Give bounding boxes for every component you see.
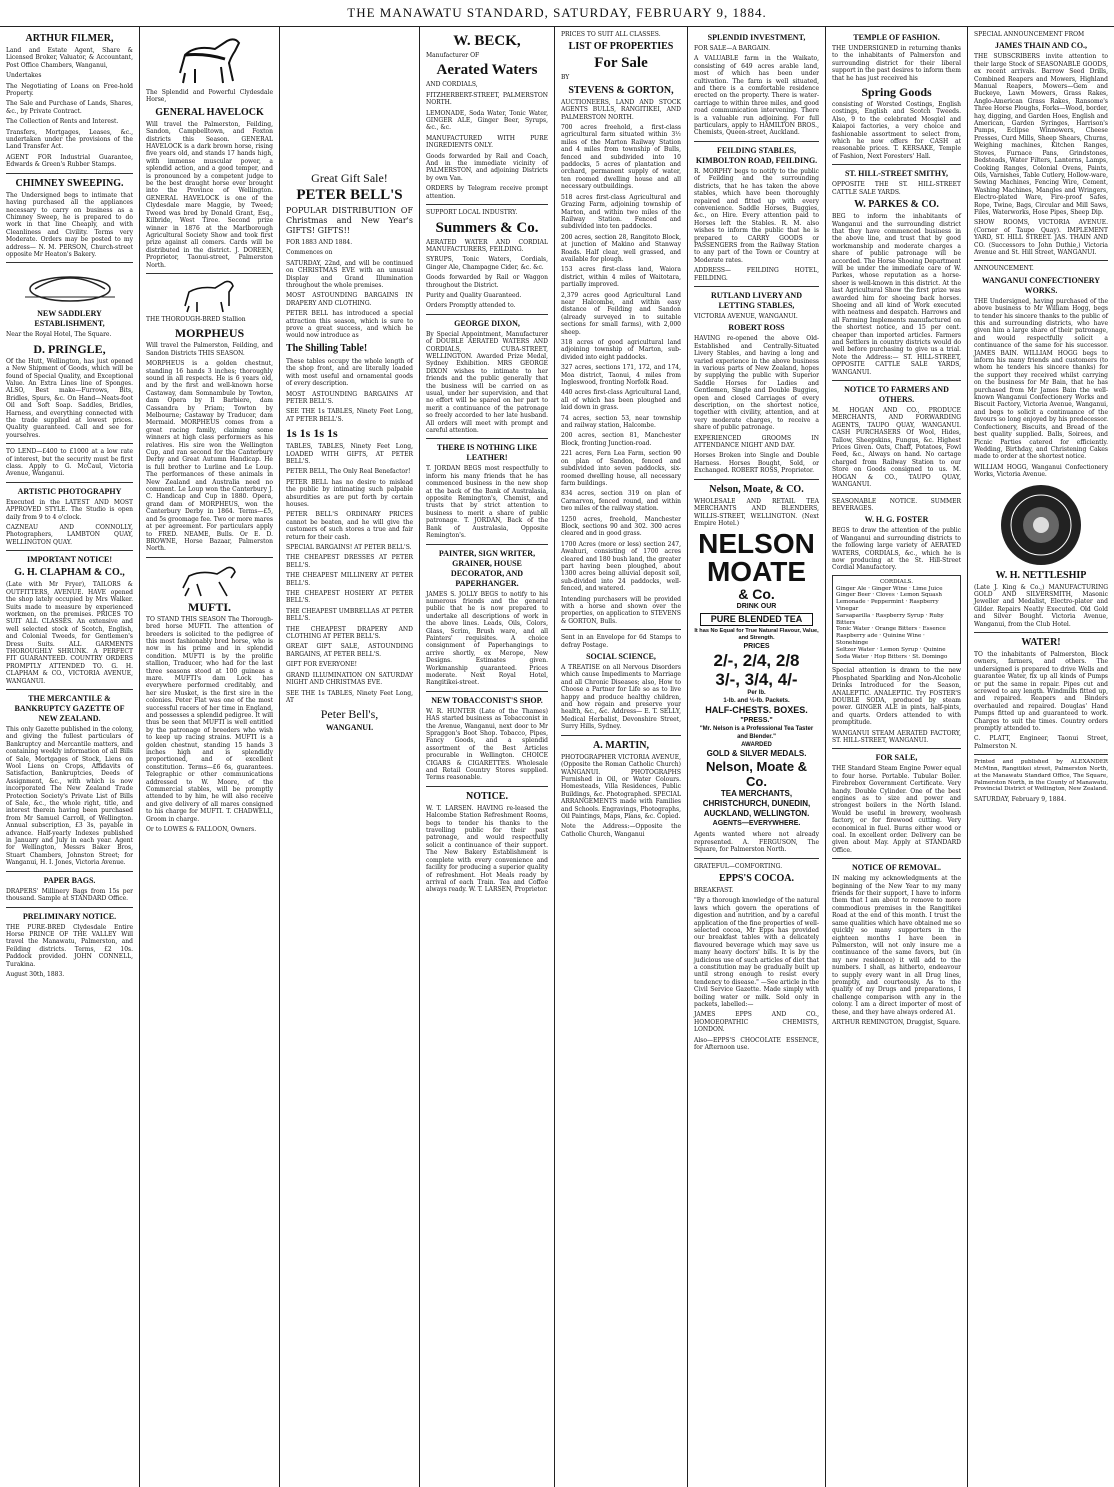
cordials-row: Lemonade · Peppermint · Raspberry Vinegar — [836, 599, 939, 612]
foster-text-2: Special attention is drawn to the new Phosphated Sparkling and Non-Alcoholic Drinks Introduced for the Season, ANALEPTIC. ANALEPTIC. Try FOSTER'S DOUBLE SODA, produced by steam power. GINGER ALE in pints, half-pints, and quarts. Orders attended to with promptitude. — [832, 667, 961, 727]
notice-heading: IMPORTANT NOTICE! — [27, 555, 112, 565]
removal-footer: ARTHUR REMINGTON, Druggist, Square. — [832, 1018, 961, 1026]
splendid-text: A VALUABLE farm in the Waikato, consisting of 649 acres arable land, most of which has been under cultivation. The farm is well situated, and there is a comfortable residence erected on the property. There is water-carriage to within three miles, and good road communication intervening. There is a valuable run adjoining. For full particulars, apply to HAMILTON BROS., Chemists, Queen-street, Auckland. — [694, 55, 819, 137]
thain-heading: JAMES THAIN AND CO., — [994, 41, 1088, 51]
masthead: THE MANAWATU STANDARD, SATURDAY, FEBRUARY 9, 1884. — [0, 0, 1114, 27]
water-heading: WATER! — [1021, 636, 1061, 648]
bell-line: PETER BELL has no desire to mislead the public by intimating such palpable absurdities as are put forth by certain houses. — [286, 478, 413, 508]
fashion-heading: TEMPLE OF FASHION. — [853, 33, 940, 42]
forsale-heading: FOR SALE, — [875, 753, 918, 763]
epps-name: JAMES EPPS AND CO., HOMOEOPATHIC CHEMISTS, LONDON. — [694, 1011, 819, 1034]
list-firm-subtitle: AUCTIONEERS, LAND AND STOCK AGENTS BULLS, RANGITIKEI, AND PALMERSTON NORTH. — [561, 98, 681, 121]
foster-intro: SEASONABLE NOTICE. SUMMER BEVERAGES. — [832, 497, 961, 512]
column-2 — [140, 27, 280, 1487]
photo-text: Executed in the LATEST AND MOST APPROVED STYLE. The Studio is open daily from 9 to 4 o'clock. — [6, 498, 133, 521]
column-7 — [826, 27, 968, 1487]
column-5 — [555, 27, 688, 1487]
nettle-text: (Late J. King & Co.,) MANUFACTURING GOLD AND SILVERSMITH, Masonic Jeweller and Medalist, Electro-plater and Gilder. Repairs Neatly Executed. Old Gold and Silver Bought. Victoria Avenue, Wanganui, from the Club Hotel. — [974, 583, 1108, 628]
divider — [561, 735, 681, 736]
nm-heading: Nelson, Moate, & CO. — [709, 483, 804, 495]
beck-line: AND CORDIALS, — [426, 81, 478, 89]
leather-heading: THERE IS NOTHING LIKE LEATHER! — [436, 443, 538, 463]
property-item: 834 acres, section 319 on plan of Carnarvon, fenced round, and within two miles of the railway station. — [561, 490, 681, 513]
bell-line: FOR 1883 AND 1884. — [286, 239, 353, 246]
bell-line: THE CHEAPEST HOSIERY AT PETER BELL'S. — [286, 590, 413, 605]
beck-big: Aerated Waters — [436, 62, 538, 79]
hogg-intro: ANNOUNCEMENT. — [974, 265, 1034, 273]
epps-subtitle: BREAKFAST. — [694, 886, 734, 894]
divider — [974, 632, 1108, 633]
divider — [832, 380, 961, 381]
forsale-text: THE Standard Steam Engine Power equal to four horse. Portable. Tubular Boiler. Firebrebox Government Certificate. Very handy. Double Cylinder. One of the best engines as to size and power and strongest boilers in the North Island. Would be useful in brewery, woolwash factory, or for firewood cutting. Very economical in fuel. Burns either wood or coal. In excellent order. Delivery can be given about May. Apply at STANDARD Office. — [832, 765, 961, 854]
thain-footer: SHOW ROOMS, VICTORIA AVENUE. (Corner of Taupo Quay). IMPLEMENT YARD, ST. HILL STREET. JAS. THAIN AND CO. (Successors to John Duthie,) Victoria Avenue and St. Hill Street, WANGANUI. — [974, 219, 1108, 256]
thoroughbred-horse-icon — [175, 278, 245, 314]
epps-footer: Also—EPPS'S CHOCOLATE ESSENCE, for Afternoon use. — [694, 1036, 819, 1052]
nm-press: "PRESS." — [740, 717, 773, 725]
jolly-heading: PAINTER, SIGN WRITER, GRAINER, HOUSE DECORATOR, AND PAPERHANGER. — [438, 548, 536, 588]
divider — [426, 204, 548, 205]
beck-subtitle: Manufacturer OF — [426, 52, 480, 59]
beck-line: LEMONADE, Soda Water, Tonic Water, GINGER ALE, Ginger Beer, Syrups, &c., &c. — [426, 109, 548, 132]
martin-text: PHOTOGRAPHER VICTORIA AVENUE, (Opposite the Roman Catholic Church) WANGANUI. PHOTOGRAPHS Furnished in Oil, or Water Colours. Homesteads, Villa Residences, Public Buildings, &c. Photographed. SPECIAL ARRANGEMENTS made with Families and Schools. Engravings, Photographs, Oil Paintings, Maps, Plans, &c. Copied. — [561, 753, 681, 820]
bell-line: SEE THE 1s TABLES, Ninety Feet Long, AT — [286, 689, 413, 704]
divider — [974, 260, 1108, 261]
bell-line: These tables occupy the whole length of the shop front, and are literally loaded with most useful and ornamental goods of every description. — [286, 357, 413, 388]
nm-agents: AGENTS—EVERYWHERE. — [712, 820, 801, 828]
gazette-text: This only Gazette published in the colony, and giving the fullest particulars of Bankruptcy and Mercantile matters, and containing weekly information of all Bills of Sale, Mortgages of Stock, Liens on Wool Liens on Crops, Affidavits of Satisfaction, Bankruptcies, Deeds of Assignment, &c., with which is now incorporated The New Zealand Trade Protection Society's Private List of Bills of Sale, &c., the whole right, title, and interest therein having been purchased from Mr Samuel Carroll, of Wellington. Annual subscription, £3 3s, payable in advance. Half-yearly Indexes published in January and July in each year. Agent for Wellington, Messrs Baker Bros, Stuart Chambers, Johnston Street; for Wanganui, H. I. Jones, Victoria Avenue. — [6, 725, 133, 867]
larsen-heading: NOTICE. — [466, 790, 508, 802]
divider — [426, 544, 548, 545]
property-item: 440 acres first-class Agricultural Land, all of which has been ploughed and laid down in grass. — [561, 389, 681, 412]
nm-per-lb: Per lb. — [747, 690, 766, 697]
ross-footer: Horses Broken into Single and Double Harness. Horses Bought, Sold, or Exchanged. ROBERT ROSS, Proprietor. — [694, 452, 819, 475]
nm-equal: It has No Equal for True Natural Flavour, Value, and Strength. — [694, 628, 819, 642]
thain-text: THE SUBSCRIBERS invite attention to their large Stock of SEASONABLE GOODS, ex recent arrivals. Barrow Seed Drills, Combined Reapers and Mowers, Highland Manual Reapers, Mowers—Gem and Buckeye, Lawn Mowers, Grass Rakes, Anglo-American Grass Rakes, Ransome's Three Horse Ploughs, Forks—Wood, border, hay, digging, and Garden Hoes, English and American, Garden Syringes, Harrison's Pumps, Eclipse Winnowers, Cheese Presses, Curd Mills, Sheep Shears, Churns, Weighing machines, Kitchen Ranges, Stoves, Furnace Pans, Grindstones, Bedsteads, Water Filters, Lanterns, Lamps, Cooking Ranges, Colonial Ovens, Paints, Oils, Varnishes, Table Cutlery, Hollow-ware, Sewing Machines, Fencing Wire, Cement, Washing Machines, Mangles and Wringers, Electro-plated Ware, Fire-proof Safes, Rope, Twine, Bags, Circular and Mill Saws, Files, Waterworks, Hose Pipes, Sheep Dip. — [974, 53, 1108, 216]
bell-line: Commences on — [286, 249, 333, 257]
list-firm: STEVENS & GORTON, — [568, 84, 674, 96]
mufti-heading: MUFTI. — [188, 599, 231, 614]
foster-heading: W. H. G. FOSTER — [864, 515, 929, 525]
bell-line: SPECIAL BARGAINS! AT PETER BELL'S. — [286, 544, 412, 551]
cordials-heading: CORDIALS. — [880, 578, 913, 585]
beck-line: MANUFACTURED WITH PURE INGREDIENTS ONLY. — [426, 134, 548, 150]
clapham-text: (Late with Mr Fryer), TAILORS & OUTFITTERS, AVENUE. HAVE opened the shop lately occupied by Mrs Walker. Suits made to measure by experienced workmen, on the premises. PRICES TO SUIT ALL CLASSES. An extensive and well selected stock of Scotch, English, and Colonial Tweeds, for Gentlemen's Dress Suits. ALL GARMENTS THOROUGHLY SHRUNK. A PERFECT FIT GUARANTEED. COUNTRY ORDERS PROMPTLY ATTENDED TO. G. H. CLAPHAM & CO., VICTORIA AVENUE, WANGANUI. — [6, 581, 133, 685]
hogg-footer: WILLIAM HOGG, Wanganui Confectionery Works, Victoria Avenue. — [974, 463, 1108, 479]
paper-heading: PAPER BAGS. — [43, 875, 96, 885]
kimbolton-heading: FEILDING STABLES, KIMBOLTON ROAD, FEILDING. — [695, 145, 818, 165]
bell-line: SATURDAY, 22nd, and will be continued on CHRISTMAS EVE with an unusual Display and Grand Illumination throughout the whole premises. — [286, 259, 413, 290]
morpheus-subtitle: Will travel the Palmerston, Feilding, and Sandon Districts THIS SEASON. — [146, 342, 273, 357]
nm-awarded: AWARDED — [741, 742, 772, 749]
prelim-text: THE PURE-BRED Clydesdale Entire Horse PRINCE OF THE VALLEY Will travel the Manawatu, Palmerston, and Feilding districts. Terms, £2 10s. Paddock provided. JOHN CONNELL, Turakina. — [6, 923, 133, 968]
newspaper-page — [0, 27, 1114, 1487]
divider — [974, 754, 1108, 755]
bell-line: PETER BELL, The Only Real Benefactor! — [286, 468, 411, 476]
medal-seal-icon — [998, 482, 1084, 568]
nm-medals: GOLD & SILVER MEDALS. — [706, 749, 807, 759]
kimbolton-text: R. MORPHY begs to notify to the public of Feilding and the surrounding districts, that he has taken the above stables, which have been thoroughly repaired and fitted up with every convenience. Saddle Horses, Buggies, &c., on Hire. Every attention paid to Horses left the Stables. R. M. also wishes to inform the public that he is prepared to CARRY GOODS or PASSENGERS from the Railway Station to any part of the Town or Country at Moderate rates. — [694, 167, 819, 264]
ross-text: HAVING re-opened the above Old-Established and Centrally-Situated Livery Stables, and having a long and varied experience in the above business in various parts of New Zealand, hopes by supplying the public with Superior Saddle Horses for Ladies and Gentlemen, Single and Double Buggies, open and closed Carriages of every description, on the shortest notice, together with civility, attention, and at very moderate charges, to receive a share of public patronage. — [694, 335, 819, 432]
divider — [6, 689, 133, 690]
nm-big-nelson: NELSON — [698, 528, 815, 560]
summers-line: AERATED WATER AND CORDIAL MANUFACTURERS, FEILDING. — [426, 238, 548, 253]
nm-boxes: HALF-CHESTS. BOXES. — [705, 705, 808, 716]
divider — [561, 629, 681, 630]
divider — [6, 173, 133, 174]
pringle-heading: D. PRINGLE, — [33, 341, 106, 356]
removal-text: IN making my acknowledgments at the beginning of the New Year to my many friends for their support, I have to inform them that I am about to remove to more commodious premises in the Rangitikei Road at the end of this month. I trust the same qualities which have obtained me so quickly so many supporters in the eighteen months I have been in Palmerston, will not only insure me a continuance of the same favors, but (in my new residence) it will add to the numbers. I shall, as hitherto, endeavour to supply every want in all Drug lines, promptly, and courteously. As to the quality of my Drugs and preparations, I challenge comparison with any in the colony. I am a direct importer of most of these, and they have always ordered A1. — [832, 875, 961, 1016]
divider — [832, 493, 961, 494]
filmer-line: The Collection of Rents and Interest. — [6, 118, 119, 126]
filmer-subtitle: Land and Estate Agent, Share & Licensed Broker, Valuator, & Accountant, Post Office Chambers, Wanganui, — [6, 47, 133, 69]
nm-subtitle: WHOLESALE AND RETAIL TEA MERCHANTS AND BLENDERS, WILLIS-STREET, WELLINGTON. (Next Empire Hotel.) — [694, 497, 819, 527]
saddlery-heading: NEW SADDLERY ESTABLISHMENT, — [34, 309, 105, 329]
fashion-text: THE UNDERSIGNED in returning thanks to the inhabitants of Palmerston and surrounding district for their liberal support in the past desires to inform them that he has just received his — [832, 45, 961, 82]
nm-tea-merchants: TEA MERCHANTS, — [720, 789, 793, 799]
hogan-heading: NOTICE TO FARMERS AND OTHERS. — [844, 385, 949, 405]
fashion-text-2: consisting of Worsted Costings, English costings, English and Scotch Tweeds. Also, 9 to the celebrated Mosgiel and Kaiapoi factories, a very choice and fashionable assortment to select from, which he now offers for CASH at reasonable prices. T. KERSAKE, Temple of Fashion, Next Foresters' Hall. — [832, 101, 961, 160]
property-item: 700 acres freehold, a first-class agricultural farm situated within 3½ miles of the Marton Railway Station and 4 miles from township of Bulls, fenced and subdivided into 10 paddocks, 5 acres of plantation and orchard, permanent supply of water, ten roomed dwelling house and all necessary outbuildings. — [561, 124, 681, 191]
summers-heading: Summers & Co. — [435, 219, 539, 236]
foster-footer: WANGANUI STEAM AERATED FACTORY, ST. HILL-STREET, WANGANUI. — [832, 729, 961, 744]
nm-big-co: & Co. — [738, 586, 775, 603]
livery-subtitle: VICTORIA AVENUE, WANGANUI. — [694, 312, 798, 320]
nm-prices-label: PRICES — [743, 643, 770, 651]
nm-tea: PURE BLENDED TEA — [700, 613, 813, 626]
bell-footer: Peter Bell's, — [320, 707, 379, 722]
cordials-row: Ginger Beer · Cloves · Lemon Squash — [836, 592, 942, 599]
property-item: 221 acres, Fern Lea Farm, section 90 on plan of Sandon, fenced and subdivided into seven paddocks, six-roomed dwelling house, all necessary farm buildings. — [561, 450, 681, 487]
property-item: 1700 Acres (more or less) section 247, Awahuri, consisting of 1700 acres cleared and 180 bush land, the greater part having been ploughed, about 1300 acres being alluvial deposit soil, sub-divided into 24 paddocks, well-fenced, and watered. — [561, 540, 681, 593]
nm-prices-row-1: 2/-, 2/4, 2/8 — [713, 651, 800, 671]
thain-intro: SPECIAL ANNOUNCEMENT FROM — [974, 31, 1085, 38]
havelock-text: Will travel the Palmerston, Feilding, Sandon, Campbelltown, and Foxton districts this Season. GENERAL HAVELOCK is a dark brown horse, rising five years old, and stands 17 hands high, with immense muscular power, a splendid action, and a good temper, and is pronounced by a competent judge to be the best draught horse ever brought into the Province of Wellington. GENERAL HAVELOCK is one of the Clydesdale mare Maggie, by Tweed; Tweed was bred by Donald Grant, Esq., Kilbride, West Tiree. Second prize winner in 1876 at the Marlborough Agricultural Society Show and took first prize against all comers. Cards will be distributed in the district. J. DOREEN, Proprietor, Taonui-street, Palmerston North. — [146, 120, 273, 269]
prelim-date: August 30th, 1883. — [6, 970, 65, 978]
parkes-heading: W. PARKES & CO. — [854, 199, 939, 211]
divider — [6, 871, 133, 872]
bell-town: WANGANUI. — [325, 723, 374, 733]
tobacco-text: W. R. HUNTER (Late of the Thames) HAS started business as Tobacconist in the Avenue, Wanganui, next door to Mr Spraggon's Boot Shop. Tobacco, Pipes, Fancy Goods, and a splendid assortment of the Best Articles procurable in Wellington. CHOICE CIGARS & CIGARETTES. Wholesale and Retail Country Stores supplied. Terms reasonable. — [426, 707, 548, 782]
bell-line: GREAT GIFT SALE, ASTOUNDING BARGAINS, AT PETER BELL'S. — [286, 643, 413, 658]
cordials-row: Sarsaparilla · Raspberry Syrup · Ruby Bitters — [836, 612, 944, 626]
ross-heading: ROBERT ROSS — [728, 323, 785, 333]
divider — [146, 273, 273, 274]
bell-line: THE CHEAPEST MILLINERY AT PETER BELL'S. — [286, 572, 413, 587]
bell-line: The Shilling Table! — [286, 342, 368, 354]
social-heading: SOCIAL SCIENCE, — [586, 652, 656, 662]
column-8 — [968, 27, 1114, 1487]
horse-illustration-icon — [165, 33, 255, 87]
prelim-heading: PRELIMINARY NOTICE. — [22, 911, 117, 921]
morpheus-intro: THE THOROUGH-BRED Stallion — [146, 315, 246, 323]
bell-line: PETER BELL'S ORDINARY PRICES cannot be beaten, and he will give the customers of such stores a true and fair return for their cash. — [286, 511, 413, 541]
ross-subtitle: EXPERIENCED GROOMS IN ATTENDANCE NIGHT AND DAY. — [694, 434, 819, 450]
smithy-heading: ST. HILL-STREET SMITHY, — [844, 169, 948, 179]
summers-line: Purity and Quality Guaranteed. — [426, 291, 522, 299]
divider — [6, 550, 133, 551]
imprint-date: SATURDAY, February 9, 1884. — [974, 796, 1067, 804]
hogg-text: THE Undersigned, having purchased of the above business to Mr William Hogg, begs to tender his sincere thanks to the public of this and surrounding districts, who have given him a large share of their patronage, and would respectfully solicit a continuance of the same for his successor. JAMES BAIN. WILLIAM HOGG begs to inform his many friends and customers (to whom he tenders his sincere thanks) for the support they received whilst carrying on the business for Mr Bain, that he has purchased from Mr James Bain the well-known Wanganui Confectionery Works and Biscuit Factory, Victoria Avenue, Wanganui, and begs to solicit a continuance of the favours so long enjoyed by his predecessor. Confectionery, Biscuits, and Bread of the best quality supplied. Balls, Soirees, and Picnic Parties catered for efficiently. Wedding, Birthday, and Christening Cakes made to order at the shortest notice. — [974, 297, 1108, 461]
removal-heading: NOTICE OF REMOVAL. — [851, 863, 942, 873]
beck-line: FITZHERBERT-STREET, PALMERSTON NORTH. — [426, 91, 548, 107]
list-by: BY — [561, 74, 570, 82]
larsen-text: W. T. LARSEN. HAVING re-leased the Halcombe Station Refreshment Rooms, begs to tender his thanks to the travelling public for their past patronage, and would respectfully solicit a continuance of their support. The New Bakery Establishment is complete with every convenience and facility for producing a superior quality of refreshment. Hot Meals ready by arrival of each Train. Tea and Coffee always ready. W. T. LARSEN, Proprietor. — [426, 804, 548, 894]
morpheus-heading: MORPHEUS — [174, 326, 245, 341]
racehorse-icon — [175, 562, 245, 598]
photo-heading: ARTISTIC PHOTOGRAPHY — [17, 486, 122, 496]
nm-script: Nelson, Moate & Co. — [705, 759, 808, 790]
bell-line: THE CHEAPEST DRAPERY AND CLOTHING AT PETER BELL'S. — [286, 625, 413, 641]
splendid-subtitle: FOR SALE—A BARGAIN. — [694, 45, 771, 52]
list-footer: Intending purchasers will be provided with a horse and shown over the properties, on application to STEVENS & GORTON, Bulls. — [561, 595, 681, 625]
filmer-line: AGENT FOR Industrial Guarantee, Edwards & Green's Rubber Stamps. — [6, 153, 133, 169]
filmer-list — [6, 72, 133, 168]
martin-footer: Note the Address:—Opposite the Catholic Church, Wanganui — [561, 823, 681, 838]
water-text: TO the inhabitants of Palmerston, Block owners, farmers, and others. The undersigned is prepared to drive Wells and guarantee Water, fix up all kinds of Pumps or put the same in repair. Pipes cut and screwed to any length. Windmills fitted up, and repaired. Reapers and Binders overhauled and repaired. Douglas' Hand Pumps fitted up and guaranteed to work. Charges to suit the times. Country orders promptly attended to. — [974, 650, 1108, 733]
divider — [694, 858, 819, 859]
social-text: A TREATISE on all Nervous Disorders which cause Impediments to Marriage and all Chronic Diseases; also, How to Choose a Partner for Life so as to live happy and produce healthy children, and how regain and preserve your health, &c., &c. Address— E. T. SELLY, Medical Herbalist, Devonshire Street, Surry Hills, Sydney. — [561, 664, 681, 731]
lend-text: TO LEND—£400 to £1000 at a low rate of interest, but the security must be first class. Apply to G. McCaul, Victoria Avenue, Wanganui. — [6, 448, 133, 478]
bell-line: 1s 1s 1s 1s — [286, 426, 338, 441]
saddlery-subtitle: Near the Royal Hotel, The Square. — [6, 331, 112, 339]
cordials-table — [832, 575, 961, 665]
mufti-footer: Or to LOWES & FALLOON, Owners. — [146, 826, 257, 834]
property-item: 318 acres of good agricultural land adjoining township of Marton, sub-divided into eight paddocks. — [561, 339, 681, 361]
summers-line: SYRUPS, Tonic Waters, Cordials, Ginger Ale, Champagne Cider, &c. &c. — [426, 256, 548, 271]
property-item: 153 acres first-class land, Waiora district, within 4 miles of Waitotara, partially improved. — [561, 266, 681, 289]
divider — [6, 443, 133, 444]
nm-quote: "Mr. Nelson is a Professional Tea Taster and Blender." — [699, 726, 814, 741]
water-footer: C. PLATT, Engineer, Taonui Street, Palmerston N. — [974, 735, 1108, 750]
epps-text: "By a thorough knowledge of the natural laws which govern the operations of digestion and nutrition, and by a careful application of the fine properties of well-selected cocoa, Mr Epps has provided our breakfast tables with a delicately flavoured beverage which may save us many heavy doctors' bills. It is by the judicious use of such articles of diet that a constitution may be gradually built up until strong enough to resist every tendency to disease." —See article in the Civil Service Gazette. Made simply with boiling water or milk. Sold only in packets, labelled:— — [694, 897, 819, 1009]
social-note: Sent in an Envelope for 6d Stamps to defray Postage. — [561, 634, 681, 649]
property-item: 1250 acres, freehold, Manchester Block, sections 90 and 302. 300 acres cleared and in good grass. — [561, 515, 681, 538]
column-4 — [420, 27, 555, 1487]
bell-line: TABLES, TABLES, Ninety Feet Long, LOADED WITH GIFTS, AT PETER BELL'S. — [286, 443, 413, 465]
divider — [6, 907, 133, 908]
divider — [6, 262, 133, 263]
property-item: 518 acres first-class Agricultural and Grazing Farm, adjoining township of Marton, and within two miles of the Railway Station. Fenced and subdivided into ten paddocks. — [561, 193, 681, 231]
leather-text: T. JORDAN BEGS most respectfully to inform his many friends that he has commenced business in the new shop at the back of the Bank of Australasia, opposite Remington's, Chemist, and trusts that by strict attention to business to merit a share of public patronage. T. JORDAN, Back of the Bank of Australasia, Opposite Remington's. — [426, 465, 548, 540]
bell-line: SEE THE 1s TABLES, Ninety Feet Long, AT PETER BELL'S. — [286, 408, 413, 423]
divider — [146, 557, 273, 558]
list-heading: LIST OF PROPERTIES — [568, 41, 674, 53]
bell-heading: PETER BELL'S — [296, 187, 403, 203]
saddle-illustration-icon — [15, 267, 125, 307]
property-item: 200 acres, section 81, Manchester Block, fronting Junction-road. — [561, 432, 681, 447]
dixon-text: By Special Appointment, Manufacturer of DOUBLE AERATED WATERS AND CORDIALS, CUBA-STREET, WELLINGTON. Awarded Prize Medal, Sydney Exhibition. MRS GEORGE DIXON wishes to intimate to her friends and the public generally that the business will be carried on as usual, under her supervision, and that no effort will be spared on her part to merit a continuance of the patronage so freely accorded to her late husband. All orders will meet with prompt and careful attention. — [426, 330, 548, 435]
column-3 — [280, 27, 420, 1487]
bell-line: MOST ASTOUNDING BARGAINS AT PETER BELL'S. — [286, 390, 413, 405]
photo-names: CAZNEAU AND CONNOLLY, Photographers, LAMBTON QUAY, WELLINGTON QUAY. — [6, 524, 133, 546]
divider — [426, 786, 548, 787]
nm-drink: DRINK OUR — [736, 603, 777, 611]
cordials-row: Tonic Water · Orange Bitters · Essence — [836, 626, 946, 633]
cordials-row: Seltzer Water · Lemon Syrup · Quinine — [836, 646, 946, 653]
divider — [426, 314, 548, 315]
filmer-line: Undertakes — [6, 72, 42, 80]
sweep-heading: CHIMNEY SWEEPING. — [15, 177, 124, 189]
gift-heading: Great Gift Sale! — [311, 171, 388, 185]
sweep-text: The Undersigned begs to intimate that having purchased all the appliances necessary to carry on business as a Chimney Sweep, he is prepared to do work in that line Cheaply, and with Cleanliness and Civility. Terms very Moderate. Orders may be posted to my address— N. M. PERSON, Church-street opposite Mr Heaton's Bakery. — [6, 191, 133, 258]
mufti-text: TO STAND THIS SEASON The Thorough-bred horse MUFTI. The attention of breeders is solicited to the pedigree of this most fashionably bred horse, who is now in his prime and in splendid condition. MUFTI is by the prolific stallion, Traducer, who had for the last three seasons stood at 100 guineas a mare. MUFTI's dam Lock has everywhere performed creditably, and her sire Musket, is the first sire in the colonies. Peter Flat was one of the most successful racers of her time in England, and possesses a splendid pedigree. It will thus be seen that MUFTI is well entitled by the patronage of breeders who wish to keep up racing strains. MUFTI is a golden chestnut, standing 15 hands 3 inches high and is splendidly proportioned, and of excellent constitution. Terms—£6 6s, guarantees. Telegraphic or other communications addressed to W. Moore, of the Commercial stables, will be promptly attended to by him, he will also receive and give delivery of all mares consigned to his charge for MUFTI. T. CHADWELL, Groom in charge. — [146, 615, 273, 823]
gazette-heading: THE MERCANTILE & BANKRUPTCY GAZETTE OF NEW ZEALAND. — [14, 693, 125, 723]
divider — [832, 858, 961, 859]
bell-subtitle: POPULAR DISTRIBUTION OF Christmas and New Year's GIFTS! GIFTS!! — [286, 206, 413, 235]
cordials-row: Ginger Ale · Ginger Wine · Lime Juice — [836, 585, 943, 592]
livery-heading: RUTLAND LIVERY AND LETTING STABLES, — [711, 290, 802, 310]
splendid-heading: SPLENDID INVESTMENT, — [707, 33, 806, 42]
morpheus-text: MORPHEUS is a golden chestnut, standing 16 hands 3 inches; thoroughly sound in all respects. He is 6 years old, and by the first and well-known horse Castaway, dam Somnambule by Towton, dam Opera by Il Barbiere, dam Cassandra by Priam; Towton by Melbourne; Castaway by Traducer, dam Mermaid. MORPHEUS comes from a great racing family, claiming some winners at high class performers as his relatives. His sire won the Wellington Cup, and ran second for the Canterbury Derby and Great Autumn Handicap. He is full brother to Lurline and Le Loup. The performances of these animals in New Zealand and Australia need no comment. Le Loup won the Canterbury J. C. Handicap and Cup in 1880. Opera, grand dam of MORPHEUS, won the Canterbury Derby in 1864. Terms—£5, and 5s groomage fee. Two or more mares at per agreement. For particulars apply to FRED. NEAME, Bulls. Or E. D. BROWNE, Horse Bazaar, Palmerston North. — [146, 360, 273, 553]
filmer-line: The Negotiating of Loans on Free-hold Property. — [6, 82, 133, 98]
bell-line: GRAND ILLUMINATION ON SATURDAY NIGHT AND CHRISTMAS EVE. — [286, 671, 413, 687]
divider — [426, 438, 548, 439]
column-6 — [688, 27, 826, 1487]
divider — [694, 141, 819, 142]
cordials-row: Soda Water · Hop Bitters · St. Domingo — [836, 653, 948, 660]
kimbolton-address: ADDRESS— FEILDING HOTEL, FEILDING. — [694, 267, 819, 282]
epps-intro: GRATEFUL—COMFORTING. — [694, 862, 783, 870]
divider — [832, 748, 961, 749]
hogg-heading: WANGANUI CONFECTIONERY WORKS. — [981, 275, 1101, 295]
property-item: 327 acres, sections 171, 172, and 174, Moa district, Taonui, 4 miles from Ingleswood, fronting Norfolk Road. — [561, 364, 681, 387]
column-1 — [0, 27, 140, 1487]
summers-intro: SUPPORT LOCAL INDUSTRY. — [426, 209, 518, 217]
martin-heading: A. MARTIN, — [592, 739, 650, 751]
list-subtitle: For Sale — [594, 55, 648, 72]
foster-text: BEGS to draw the attention of the public of Wanganui and surrounding districts to the following large variety of AERATED WATERS, CORDIALS, &c., which he is now producing at the St. Hill-Street Cordial Manufactory. — [832, 527, 961, 572]
bell-line: MOST ASTOUNDING BARGAINS IN DRAPERY AND CLOTHING. — [286, 292, 413, 307]
bell-list — [286, 239, 413, 704]
havelock-heading: GENERAL HAVELOCK — [155, 106, 264, 118]
clapham-heading: G. H. CLAPHAM & CO., — [14, 567, 125, 579]
dixon-heading: GEORGE DIXON, — [454, 318, 520, 328]
nm-wanted: Agents wanted where not already represented. A. FERGUSON, The Square, for Palmerston North. — [694, 831, 819, 854]
divider — [6, 482, 133, 483]
beck-line: ORDERS by Telegram receive prompt attention. — [426, 185, 548, 200]
imprint: Printed and published by ALEXANDER McMinn, Rangitikei street, Palmerston North, at the Manawatu Standard Office, The Square, Palmerston North, in the County of Manawatu, Provincial District of Wellington, New Zealand. — [974, 759, 1108, 793]
property-item: 200 acres, section 28, Rangitoto Block, at junction of Makino and Stanway Roads. Half clear, well grassed, and available for plough. — [561, 233, 681, 263]
beck-line: Goods forwarded by Rail and Coach, And in the immediate vicinity of PALMERSTON, and adjoining Districts by own Van. — [426, 152, 548, 182]
hogan-text: M. HOGAN AND CO., PRODUCE MERCHANTS, AND FORWARDING AGENTS, TAUPO QUAY, WANGANUI. CASH PURCHASERS Of Wool, Hides, Tallow, Sheepskins, Fungus, &c. Highest Prices Given. Oats, Chaff, Potatoes, Fowl Feed, &c., Always on hand. No cartage charged from Railway Station to our Store on Goods consigned to us. M. HOGAN & CO., TAUPO QUAY, WANGANUI. — [832, 407, 961, 489]
filmer-heading: ARTHUR FILMER, — [25, 33, 114, 44]
nm-big-moate: MOATE — [706, 556, 807, 588]
smithy-subtitle: OPPOSITE THE ST. HILL-STREET CATTLE SALE YARDS. — [832, 181, 961, 196]
nm-cities: CHRISTCHURCH, DUNEDIN, AUCKLAND, WELLINGTON. — [702, 799, 811, 819]
divider — [694, 286, 819, 287]
clyde-intro: The Splendid and Powerful Clydesdale Horse, — [146, 89, 273, 104]
beck-heading: W. BECK, — [453, 33, 521, 49]
summers-line: Goods forwarded by Rail or Waggon throughout the District. — [426, 274, 548, 289]
divider — [426, 691, 548, 692]
epps-heading: EPPS'S COCOA. — [718, 872, 794, 884]
nm-prices-row-2: 3/-, 3/4, 4/- — [715, 670, 798, 690]
top-note: PRICES TO SUIT ALL CLASSES. — [561, 31, 661, 38]
paper-text: DRAPERS' Millinery Bags from 15s per thousand. Sample at STANDARD Office. — [6, 887, 133, 903]
bell-line: THE CHEAPEST DRESSES AT PETER BELL'S. — [286, 554, 413, 569]
parkes-text: BEG to inform the inhabitants of Wanganui and the surrounding district that they have commenced business in the above line, and trust that by good workmanship and moderate charges a share of public patronage will be accorded. The Horse Shoeing Department will be under the immediate care of W. Parkes, whose reputation as a horse-shoer is well-known in this district. At the last Agricultural Show the first prize was awarded him for shoeing back horses. Shoeing and all kind of Work executed with neatness and despatch. Harrows and all Farming Implements manufactured on the shortest notice, and 15 per cent. cheaper than imported articles. Farmers and Settlers in country districts would do well before purchasing to give us a trial. Note the Address:— ST. HILL-STREET, OPPOSITE CATTLE SALE YARDS, WANGANUI. — [832, 213, 961, 376]
fashion-big: Spring Goods — [861, 85, 932, 100]
bell-line: THE CHEAPEST UMBRELLAS AT PETER BELL'S. — [286, 607, 413, 623]
nettle-heading: W. H. NETTLESHIP — [995, 569, 1087, 581]
tobacco-heading: NEW TOBACCONIST'S SHOP. — [431, 695, 543, 705]
property-item: 74 acres, section 53, near township and railway station, Halcombe. — [561, 414, 681, 430]
bell-line: PETER BELL has introduced a special attraction this season, which is sure to prove a great success, and which he would now introduce as — [286, 310, 413, 340]
bell-line: GIFT FOR EVERYONE! — [286, 661, 358, 669]
filmer-line: The Sale and Purchase of Lands, Shares, &c., by Private Contract. — [6, 100, 133, 115]
filmer-line: Transfers, Mortgages, Leases, &c., undertaken under the provisions of the Land Transfer Act. — [6, 128, 133, 151]
jolly-text: JAMES S. JOLLY BEGS to notify to his numerous friends and the general public that he is now prepared to undertake all descriptions of work in the above lines. Leads, Oils, Colors, Glass, Scrim, Brush ware, and all Painters' requisites. A choice consignment of Paperhangings to arrive shortly, ex Merope, New Designs. Estimates given. Workmanship guaranteed. Prices moderate. Next Royal Hotel, Rangitikei-street. — [426, 590, 548, 687]
summers-line: Orders Promptly attended to. — [426, 302, 516, 310]
nm-packets: 1-lb. and ½-lb. Packets. — [723, 698, 790, 705]
divider — [694, 479, 819, 480]
property-item: 2,379 acres good Agricultural Land near Halcombe, and within easy distance of Feilding and Sandon (already surveyed in to suitable sections for small farms), with 2,000 sheep. — [561, 291, 681, 336]
cordials-row: Raspberry ade · Quinine Wine · Stonehinge — [836, 633, 925, 646]
pringle-text: Of the Hutt, Wellington, has just opened a New Shipment of Goods, which will be found of Special Quality, and Exceptional Value. An Extra Lines line of Sponges. ALSO, Best make—Furrows, Bits, Bridles, Spurs, &c. On Hand—Neats-foot Oil and Soft Soap. Saddles, Bridles, Harness, and everything connected with the trade supplied at lowest prices. Quality guaranteed. Call and see for yourselves. — [6, 357, 133, 439]
divider — [832, 164, 961, 165]
